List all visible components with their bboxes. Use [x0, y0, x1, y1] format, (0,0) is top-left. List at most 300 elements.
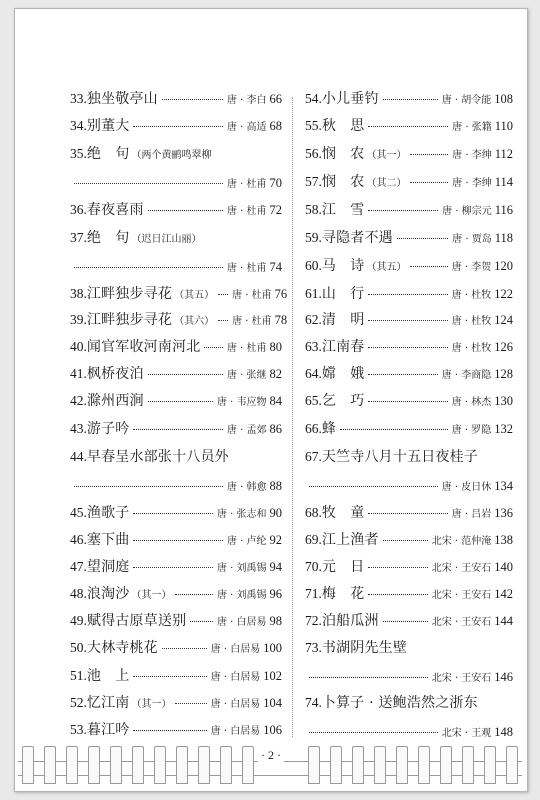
toc-entry-leader [70, 175, 282, 191]
dot-leader [133, 540, 222, 541]
fence-post [242, 746, 254, 784]
entry-author: 唐 · 李绅 [452, 178, 492, 189]
entry-author: 唐 · 韦应物 [216, 397, 267, 408]
entry-author: 唐 · 罗隐 [451, 425, 492, 436]
entry-number: 41. [70, 366, 87, 381]
entry-title: 泊船瓜洲 [321, 613, 379, 629]
entry-author: 唐 · 吕岩 [451, 509, 492, 520]
entry-author: 唐 · 张籍 [452, 122, 492, 133]
toc-entry-line [70, 610, 282, 630]
fence-post [308, 746, 320, 784]
entry-number: 73. [305, 640, 322, 655]
toc-entry-heading [70, 143, 282, 163]
dot-leader [383, 99, 438, 100]
entry-author: 唐 · 杜甫 [232, 316, 272, 327]
entry-number: 70. [305, 559, 322, 574]
entry-note: （两个黄鹂鸣翠柳 [131, 150, 212, 161]
toc-entry [305, 554, 513, 578]
toc-entry-line [70, 115, 282, 135]
entry-page: 136 [494, 506, 513, 520]
entry-number: 55. [305, 118, 322, 133]
toc-entry-heading [70, 446, 282, 466]
entry-page: 120 [494, 259, 513, 273]
toc-entry-heading [305, 446, 513, 466]
entry-note: （其二） [366, 178, 407, 189]
entry-page: 102 [263, 669, 282, 683]
entry-number: 46. [70, 532, 87, 547]
toc-entry [305, 281, 513, 305]
entry-number: 62. [305, 312, 322, 327]
fence-post [396, 746, 408, 784]
fence-post [352, 746, 364, 784]
entry-author: 唐 · 柳宗元 [442, 206, 492, 217]
fence-post [132, 746, 144, 784]
toc-entry [305, 635, 513, 687]
toc-entry [70, 444, 282, 496]
toc-entry [305, 581, 513, 605]
entry-title: 天竺寺八月十五日夜桂子 [321, 449, 479, 465]
entry-author: 北宋 · 王安石 [431, 590, 492, 601]
entry-page: 94 [269, 560, 282, 574]
entry-author: 唐 · 张志和 [216, 509, 267, 520]
dot-leader [368, 294, 447, 295]
entry-note: （迟日江山丽） [131, 234, 202, 245]
toc-entry [305, 416, 513, 440]
entry-number: 54. [305, 91, 322, 106]
dot-leader [218, 294, 228, 295]
fence-post [176, 746, 188, 784]
entry-title: 塞下曲 [86, 532, 130, 548]
entry-number: 45. [70, 505, 87, 520]
entry-title: 浪淘沙 [86, 586, 130, 602]
toc-entry-line [305, 227, 513, 247]
toc-entry-line [305, 88, 513, 108]
toc-entry [305, 169, 513, 193]
fence-post [154, 746, 166, 784]
entry-number: 48. [70, 586, 87, 601]
entry-title: 蜂 [321, 421, 337, 437]
entry-title: 乞 巧 [321, 393, 365, 409]
toc-entry [70, 388, 282, 412]
toc-entry-line [305, 418, 513, 438]
entry-page: 80 [269, 340, 282, 354]
entry-number: 51. [70, 668, 87, 683]
entry-author: 唐 · 白居易 [210, 644, 261, 655]
entry-title: 悯 农 [321, 146, 365, 162]
toc-entry [70, 500, 282, 524]
toc-entry-line [305, 529, 513, 549]
toc-entry-line [305, 363, 513, 383]
entry-page: 128 [494, 367, 513, 381]
entry-author: 唐 · 杜甫 [226, 179, 267, 190]
dot-leader [162, 99, 223, 100]
entry-page: 84 [269, 394, 282, 408]
dot-leader [204, 347, 222, 348]
toc-entry [70, 113, 282, 137]
toc-entry [70, 141, 282, 193]
toc-entry-line [305, 199, 513, 219]
dot-leader [175, 594, 212, 595]
fence-post [374, 746, 386, 784]
toc-entry-line [305, 309, 513, 329]
dot-leader [74, 486, 223, 487]
dot-leader [309, 677, 428, 678]
entry-note: （其五） [366, 262, 407, 273]
entry-title: 早春呈水部张十八员外 [86, 449, 229, 465]
fence-post [462, 746, 474, 784]
toc-entry-leader [305, 478, 513, 494]
entry-title: 嫦 娥 [321, 366, 365, 382]
toc-entry-line [70, 283, 288, 303]
toc-entry [70, 581, 282, 605]
entry-author: 唐 · 杜牧 [451, 343, 492, 354]
entry-number: 59. [305, 230, 322, 245]
dot-leader [368, 126, 448, 127]
toc-entry-heading [70, 227, 282, 247]
entry-page: 88 [269, 479, 282, 493]
toc-entry [70, 663, 282, 687]
entry-title: 春夜喜雨 [86, 202, 144, 218]
entry-author: 唐 · 皮日休 [441, 482, 492, 493]
column-divider [292, 97, 293, 737]
entry-page: 142 [494, 587, 513, 601]
toc-entry [305, 253, 513, 277]
entry-note: （其六） [174, 316, 215, 327]
toc-entry [70, 635, 282, 659]
dot-leader [368, 594, 427, 595]
entry-page: 76 [274, 287, 288, 301]
entry-author: 唐 · 孟郊 [226, 425, 267, 436]
entry-page: 122 [494, 287, 513, 301]
toc-entry-heading [305, 637, 513, 657]
dot-leader [148, 210, 223, 211]
entry-title: 江 雪 [321, 202, 365, 218]
entry-page: 116 [494, 203, 513, 217]
entry-title: 绝 句 [86, 230, 130, 246]
entry-number: 68. [305, 505, 322, 520]
entry-number: 39. [70, 312, 87, 327]
fence-post [44, 746, 56, 784]
entry-page: 90 [269, 506, 282, 520]
dot-leader [309, 732, 438, 733]
entry-page: 92 [269, 533, 282, 547]
toc-entry-line [70, 199, 282, 219]
entry-number: 66. [305, 421, 322, 436]
toc-entry [305, 86, 513, 110]
toc-entry-line [70, 692, 282, 712]
dot-leader [190, 621, 213, 622]
entry-number: 71. [305, 586, 322, 601]
entry-author: 唐 · 张继 [226, 370, 267, 381]
entry-page: 126 [494, 340, 513, 354]
entry-author: 唐 · 白居易 [210, 699, 261, 710]
toc-entry [70, 86, 282, 110]
dot-leader [368, 567, 427, 568]
entry-number: 43. [70, 421, 87, 436]
entry-title: 梅 花 [321, 586, 365, 602]
toc-entry [305, 197, 513, 221]
entry-author: 唐 · 林杰 [451, 397, 492, 408]
dot-leader [74, 267, 223, 268]
entry-page: 112 [494, 147, 513, 161]
fence-post [110, 746, 122, 784]
fence-post [484, 746, 496, 784]
entry-author: 唐 · 李商隐 [441, 370, 492, 381]
toc-entry [70, 197, 282, 221]
entry-number: 58. [305, 202, 322, 217]
entry-number: 42. [70, 393, 87, 408]
entry-number: 53. [70, 722, 87, 737]
dot-leader [340, 429, 448, 430]
entry-title: 牧 童 [321, 505, 365, 521]
entry-page: 96 [269, 587, 282, 601]
entry-title: 独坐敬亭山 [86, 91, 158, 107]
entry-note: （其五） [174, 290, 215, 301]
entry-author: 唐 · 卢纶 [226, 536, 267, 547]
dot-leader [383, 540, 428, 541]
toc-entry [70, 361, 282, 385]
entry-title: 游子吟 [86, 421, 130, 437]
fence-post [506, 746, 518, 784]
toc-entry [305, 388, 513, 412]
entry-author: 唐 · 高适 [226, 122, 267, 133]
entry-page: 72 [269, 203, 282, 217]
toc-entry [305, 527, 513, 551]
entry-title: 绝 句 [86, 146, 130, 162]
entry-page: 110 [494, 119, 513, 133]
entry-number: 67. [305, 449, 322, 464]
entry-title: 小儿垂钓 [321, 91, 379, 107]
toc-entry-line [305, 115, 513, 135]
entry-number: 64. [305, 366, 322, 381]
toc-entry [70, 281, 288, 305]
entry-number: 34. [70, 118, 87, 133]
entry-number: 35. [70, 146, 87, 161]
entry-number: 69. [305, 532, 322, 547]
entry-title: 马 诗 [321, 258, 365, 274]
entry-title: 悯 农 [321, 174, 365, 190]
dot-leader [133, 730, 206, 731]
entry-title: 寻隐者不遇 [321, 230, 393, 246]
toc-entry [70, 608, 282, 632]
entry-page: 114 [494, 175, 513, 189]
fence-post [220, 746, 232, 784]
toc-entry-line [70, 363, 282, 383]
fence-post [66, 746, 78, 784]
entry-author: 唐 · 杜牧 [451, 290, 492, 301]
entry-author: 唐 · 白居易 [216, 617, 267, 628]
toc-entry-line [70, 336, 282, 356]
entry-author: 唐 · 杜牧 [451, 316, 492, 327]
entry-author: 唐 · 胡令能 [441, 95, 492, 106]
fence-post [22, 746, 34, 784]
entry-page: 108 [494, 92, 513, 106]
entry-title: 枫桥夜泊 [86, 366, 144, 382]
toc-entry-line [305, 556, 513, 576]
toc-entry-line [305, 336, 513, 356]
entry-number: 33. [70, 91, 87, 106]
entry-author: 唐 · 刘禹锡 [216, 590, 267, 601]
dot-leader [368, 210, 438, 211]
entry-page: 86 [269, 422, 282, 436]
dot-leader [410, 154, 448, 155]
entry-number: 74. [305, 695, 322, 710]
entry-title: 忆江南 [86, 695, 130, 711]
dot-leader [410, 266, 447, 267]
entry-title: 赋得古原草送别 [86, 613, 187, 629]
page-number: · 2 · [258, 748, 284, 763]
toc-entry-line [70, 665, 282, 685]
entry-title: 江畔独步寻花 [86, 286, 173, 302]
entry-number: 36. [70, 202, 87, 217]
entry-title: 秋 思 [321, 118, 365, 134]
entry-author: 北宋 · 范仲淹 [431, 536, 492, 547]
entry-title: 江畔独步寻花 [86, 312, 173, 328]
entry-page: 82 [269, 367, 282, 381]
entry-page: 132 [494, 422, 513, 436]
dot-leader [162, 648, 207, 649]
toc-entry [70, 527, 282, 551]
toc-entry [305, 500, 513, 524]
dot-leader [368, 401, 447, 402]
entry-note: （其一） [131, 699, 172, 710]
entry-author: 唐 · 贾岛 [452, 234, 492, 245]
entry-title: 别董大 [86, 118, 130, 134]
entry-author: 北宋 · 王安石 [431, 673, 492, 684]
dot-leader [383, 621, 428, 622]
entry-page: 104 [263, 696, 282, 710]
entry-title: 大林寺桃花 [86, 640, 158, 656]
dot-leader [397, 238, 448, 239]
dot-leader [74, 183, 223, 184]
dot-leader [368, 347, 447, 348]
entry-author: 唐 · 白居易 [210, 726, 261, 737]
entry-title: 闻官军收河南河北 [86, 339, 201, 355]
entry-author: 北宋 · 王观 [441, 728, 492, 739]
toc-entry-line [70, 418, 282, 438]
entry-title: 江南春 [321, 339, 365, 355]
entry-page: 148 [494, 725, 513, 739]
entry-author: 唐 · 杜甫 [232, 290, 272, 301]
entry-author: 唐 · 杜甫 [226, 343, 267, 354]
entry-page: 98 [269, 614, 282, 628]
toc-entry-line [70, 502, 282, 522]
dot-leader [133, 126, 222, 127]
dot-leader [309, 486, 438, 487]
toc-entry-line [305, 390, 513, 410]
entry-author: 唐 · 韩愈 [226, 482, 267, 493]
toc-entry-line [70, 390, 282, 410]
toc-entry [305, 444, 513, 496]
entry-number: 49. [70, 613, 87, 628]
dot-leader [148, 374, 223, 375]
toc-entry-line [70, 529, 282, 549]
entry-page: 78 [274, 313, 288, 327]
entry-page: 130 [494, 394, 513, 408]
entry-title: 山 行 [321, 286, 365, 302]
entry-title: 池 上 [86, 668, 130, 684]
entry-title: 元 日 [321, 559, 365, 575]
toc-entry [70, 334, 282, 358]
entry-number: 44. [70, 449, 87, 464]
entry-author: 北宋 · 王安石 [431, 617, 492, 628]
entry-page: 100 [263, 641, 282, 655]
entry-author: 唐 · 杜甫 [226, 263, 267, 274]
dot-leader [368, 513, 447, 514]
entry-author: 唐 · 白居易 [210, 672, 261, 683]
entry-author: 唐 · 李绅 [452, 150, 492, 161]
toc-entry-leader [305, 669, 513, 685]
entry-page: 144 [494, 614, 513, 628]
toc-entry-line [70, 637, 282, 657]
entry-title: 渔歌子 [86, 505, 130, 521]
dot-leader [368, 320, 447, 321]
dot-leader [133, 513, 212, 514]
toc-entry [305, 334, 513, 358]
entry-note: （其一） [131, 590, 172, 601]
toc-entry [305, 141, 513, 165]
toc-entry [70, 554, 282, 578]
dot-leader [148, 401, 213, 402]
entry-number: 60. [305, 258, 322, 273]
entry-page: 106 [263, 723, 282, 737]
entry-page: 138 [494, 533, 513, 547]
entry-title: 滁州西涧 [86, 393, 144, 409]
toc-entry [305, 307, 513, 331]
entry-number: 50. [70, 640, 87, 655]
toc-entry [305, 608, 513, 632]
toc-entry-line [70, 309, 288, 329]
entry-title: 江上渔者 [321, 532, 379, 548]
entry-page: 68 [269, 119, 282, 133]
toc-entry [305, 361, 513, 385]
toc-entry-line [305, 143, 513, 163]
entry-title: 望洞庭 [86, 559, 130, 575]
entry-author: 唐 · 李白 [226, 95, 267, 106]
entry-number: 72. [305, 613, 322, 628]
toc-entry [70, 307, 288, 331]
toc-entry-line [305, 610, 513, 630]
toc-entry-line [305, 502, 513, 522]
entry-number: 65. [305, 393, 322, 408]
entry-page: 146 [494, 670, 513, 684]
entry-number: 56. [305, 146, 322, 161]
fence-post [440, 746, 452, 784]
entry-number: 37. [70, 230, 87, 245]
book-page [14, 8, 528, 792]
toc-entry-line [70, 88, 282, 108]
entry-number: 52. [70, 695, 87, 710]
entry-number: 63. [305, 339, 322, 354]
toc-entry-leader [70, 478, 282, 494]
entry-author: 唐 · 刘禹锡 [216, 563, 267, 574]
entry-page: 74 [269, 260, 282, 274]
dot-leader [218, 320, 228, 321]
toc-entry [70, 416, 282, 440]
toc-entry-line [70, 583, 282, 603]
entry-note: （其一） [366, 150, 407, 161]
entry-title: 书湖阴先生壁 [321, 640, 408, 656]
toc-entry-heading [305, 692, 513, 712]
entry-title: 卜算子 · 送鲍浩然之浙东 [321, 695, 478, 711]
entry-author: 唐 · 杜甫 [226, 206, 267, 217]
entry-page: 124 [494, 313, 513, 327]
entry-title: 清 明 [321, 312, 365, 328]
entry-number: 57. [305, 174, 322, 189]
toc-entry [305, 225, 513, 249]
entry-page: 118 [494, 231, 513, 245]
dot-leader [133, 429, 222, 430]
